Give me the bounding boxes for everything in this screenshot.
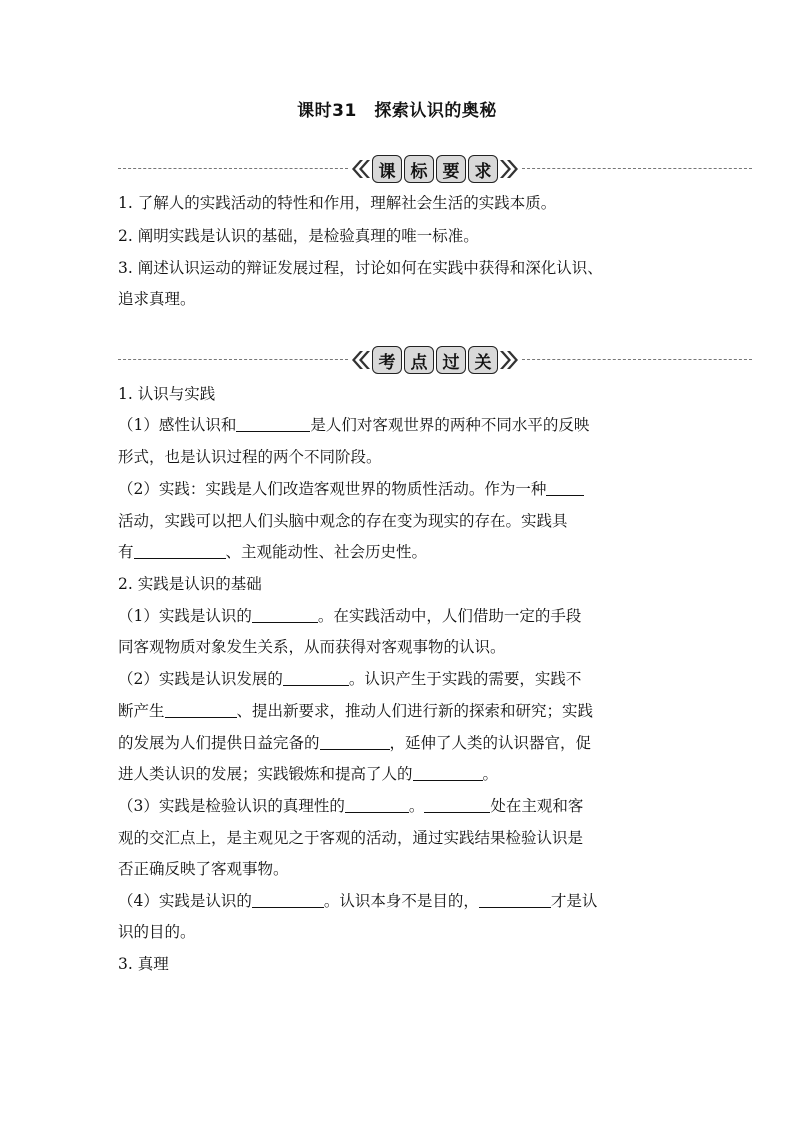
answer-blank[interactable] bbox=[252, 891, 324, 908]
requirement-2: 2. 阐明实践是认识的基础，是检验真理的唯一标准。 bbox=[118, 227, 479, 245]
banner-char: 点 bbox=[404, 346, 434, 374]
answer-blank[interactable] bbox=[165, 701, 237, 718]
paragraph-line: 形式，也是认识过程的两个不同阶段。 bbox=[118, 448, 382, 466]
text-segment: 。认识本身不是目的， bbox=[323, 892, 479, 910]
paragraph-line bbox=[118, 415, 589, 435]
answer-blank[interactable] bbox=[236, 415, 310, 432]
answer-blank[interactable] bbox=[283, 669, 349, 686]
text-segment: 进人类认识的发展；实践锻炼和提高了人的 bbox=[118, 765, 413, 783]
paragraph-line: 活动，实践可以把人们头脑中观念的存在变为现实的存在。实践具 bbox=[118, 512, 568, 530]
section-heading: 1. 认识与实践 bbox=[118, 385, 216, 403]
section-banner-requirements bbox=[118, 152, 752, 186]
answer-blank[interactable] bbox=[479, 891, 551, 908]
text-segment: 的发展为人们提供日益完备的 bbox=[118, 734, 320, 752]
section-heading: 2. 实践是认识的基础 bbox=[118, 575, 262, 593]
paragraph-line bbox=[118, 701, 593, 721]
text-segment: 、主观能动性、社会历史性。 bbox=[225, 543, 428, 561]
text-segment: 才是认 bbox=[550, 892, 598, 910]
paragraph-line: 否正确反映了客观事物。 bbox=[118, 860, 289, 878]
paragraph-line bbox=[118, 479, 584, 499]
paragraph-line: 观的交汇点上，是主观见之于客观的活动，通过实践结果检验认识是 bbox=[118, 829, 584, 847]
text-segment: 断产生 bbox=[118, 702, 165, 720]
banner-char: 关 bbox=[468, 346, 498, 374]
answer-blank[interactable] bbox=[252, 606, 318, 623]
text-segment: （4）实践是认识的 bbox=[118, 892, 252, 910]
paragraph-line: 同客观物质对象发生关系，从而获得对客观事物的认识。 bbox=[118, 638, 506, 656]
text-segment: （1）感性认识和 bbox=[118, 416, 237, 434]
answer-blank[interactable] bbox=[134, 542, 226, 559]
dashed-divider bbox=[522, 359, 752, 360]
banner-char: 课 bbox=[372, 155, 402, 183]
banner-char: 考 bbox=[372, 346, 402, 374]
paragraph-line: 识的目的。 bbox=[118, 923, 196, 941]
lesson-title: 课时31 探索认识的奥秘 bbox=[297, 101, 497, 121]
text-segment: 。 bbox=[408, 797, 425, 815]
banner-char: 求 bbox=[468, 155, 498, 183]
banner-char: 过 bbox=[436, 346, 466, 374]
paragraph-line bbox=[118, 796, 583, 816]
text-segment: ，延伸了人类的认识器官，促 bbox=[389, 734, 592, 752]
dashed-divider bbox=[118, 359, 348, 360]
requirement-3-cont: 追求真理。 bbox=[118, 290, 196, 308]
answer-blank[interactable] bbox=[546, 479, 584, 496]
paragraph-line bbox=[118, 733, 591, 753]
text-segment: 是人们对客观世界的两种不同水平的反映 bbox=[310, 416, 590, 434]
text-segment: （3）实践是检验认识的真理性的 bbox=[118, 797, 345, 815]
section-heading: 3. 真理 bbox=[118, 955, 169, 973]
answer-blank[interactable] bbox=[413, 764, 483, 781]
text-segment: 。在实践活动中，人们借助一定的手段 bbox=[317, 607, 582, 625]
answer-blank[interactable] bbox=[424, 796, 490, 813]
text-segment: 。认识产生于实践的需要，实践不 bbox=[348, 670, 582, 688]
double-chevron-right-icon bbox=[500, 349, 520, 371]
answer-blank[interactable] bbox=[345, 796, 409, 813]
text-segment: （2）实践：实践是人们改造客观世界的物质性活动。作为一种 bbox=[118, 480, 547, 498]
banner-char: 标 bbox=[404, 155, 434, 183]
dashed-divider bbox=[118, 168, 348, 169]
text-segment: 。 bbox=[482, 765, 499, 783]
paragraph-line bbox=[118, 669, 581, 689]
paragraph-line bbox=[118, 764, 498, 784]
text-segment: （1）实践是认识的 bbox=[118, 607, 252, 625]
requirement-1: 1. 了解人的实践活动的特性和作用，理解社会生活的实践本质。 bbox=[118, 194, 557, 212]
text-segment: 处在主观和客 bbox=[490, 797, 584, 815]
double-chevron-right-icon bbox=[500, 158, 520, 180]
answer-blank[interactable] bbox=[320, 733, 390, 750]
section-banner-key-points bbox=[118, 343, 752, 377]
banner-char: 要 bbox=[436, 155, 466, 183]
text-segment: 有 bbox=[118, 543, 134, 561]
dashed-divider bbox=[522, 168, 752, 169]
double-chevron-left-icon bbox=[350, 158, 370, 180]
double-chevron-left-icon bbox=[350, 349, 370, 371]
requirement-3: 3. 阐述认识运动的辩证发展过程，讨论如何在实践中获得和深化认识、 bbox=[118, 259, 603, 277]
paragraph-line bbox=[118, 606, 581, 626]
text-segment: （2）实践是认识发展的 bbox=[118, 670, 283, 688]
paragraph-line bbox=[118, 542, 427, 562]
paragraph-line bbox=[118, 891, 597, 911]
text-segment: 、提出新要求，推动人们进行新的探索和研究；实践 bbox=[236, 702, 594, 720]
